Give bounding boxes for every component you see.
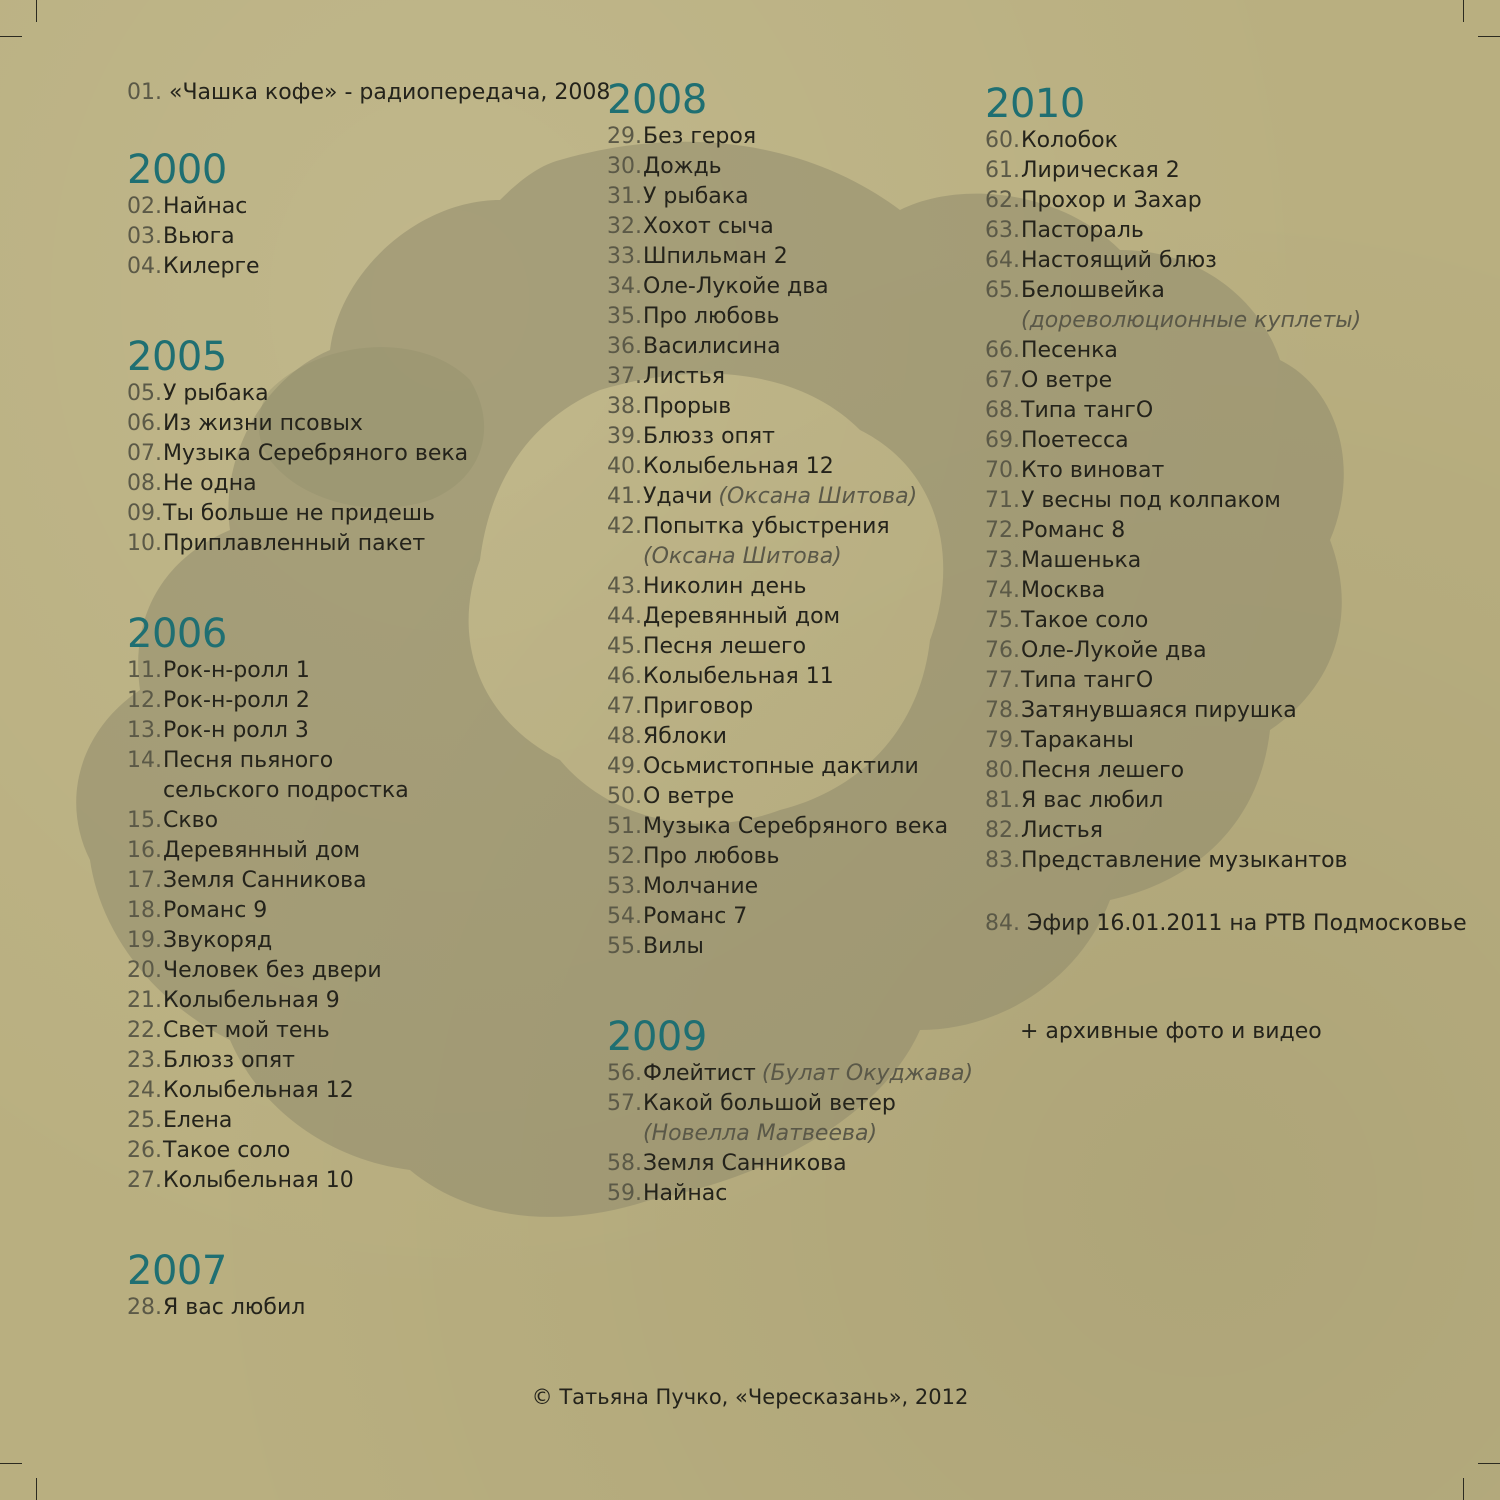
track-author-note: (Оксана Шитова)	[718, 484, 918, 509]
track-number: 11.	[127, 658, 162, 683]
track-number: 57.	[607, 1091, 642, 1116]
track-title: Деревянный дом	[163, 838, 361, 863]
track-number: 01.	[127, 80, 162, 105]
track-number: 58.	[607, 1151, 642, 1176]
track-number: 17.	[127, 868, 162, 893]
track-number: 18.	[127, 898, 162, 923]
track-number: 05.	[127, 381, 162, 406]
track-title: Блюзз опят	[163, 1048, 295, 1073]
track-title: Лирическая 2	[1021, 158, 1180, 183]
track-number: 15.	[127, 808, 162, 833]
track-title: Эфир 16.01.2011 на РТВ Подмосковье	[1027, 911, 1467, 936]
track-row	[985, 756, 1184, 786]
track-title: Кто виноват	[1021, 458, 1165, 483]
track-number: 34.	[607, 274, 642, 299]
track-title: Машенька	[1021, 548, 1142, 573]
track-title: Песня лешего	[643, 634, 807, 659]
track-title: Найнас	[163, 194, 248, 219]
track-title: Свет мой тень	[163, 1018, 330, 1043]
track-title: У рыбака	[163, 381, 269, 406]
track-row	[985, 816, 1103, 846]
track-title: Шпильман 2	[643, 244, 788, 269]
track-title: Скво	[163, 808, 219, 833]
track-number: 61.	[985, 158, 1020, 183]
track-title: Килерге	[163, 254, 260, 279]
track-row	[127, 896, 267, 926]
track-number: 44.	[607, 604, 642, 629]
track-row	[607, 1089, 896, 1119]
track-row	[985, 336, 1118, 366]
track-number: 46.	[607, 664, 642, 689]
track-row	[985, 696, 1297, 726]
track-title: У весны под колпаком	[1021, 488, 1281, 513]
track-number: 69.	[985, 428, 1020, 453]
track-author-note: (Булат Окуджава)	[761, 1061, 974, 1086]
track-number: 75.	[985, 608, 1020, 633]
track-row	[127, 439, 468, 469]
track-row	[985, 216, 1144, 246]
track-row	[607, 422, 775, 452]
track-title: Листья	[1021, 818, 1103, 843]
track-number: 67.	[985, 368, 1020, 393]
track-row	[127, 716, 309, 746]
intro-track	[127, 78, 610, 108]
track-number: 74.	[985, 578, 1020, 603]
track-row	[127, 1166, 354, 1196]
track-row	[985, 516, 1125, 546]
year-heading: 2005	[127, 334, 227, 380]
track-title: Затянувшаяся пирушка	[1021, 698, 1297, 723]
track-title: Прорыв	[643, 394, 732, 419]
crop-mark	[0, 36, 22, 37]
track-title: Я вас любил	[1021, 788, 1164, 813]
track-number: 72.	[985, 518, 1020, 543]
track-row	[607, 452, 834, 482]
track-row	[127, 252, 260, 282]
year-heading: 2009	[607, 1014, 707, 1060]
track-number: 71.	[985, 488, 1020, 513]
track-row	[607, 632, 806, 662]
track-row	[607, 212, 774, 242]
track-row	[985, 126, 1118, 156]
track-row	[127, 806, 218, 836]
track-number: 82.	[985, 818, 1020, 843]
track-title-continued: сельского подростка	[163, 778, 409, 803]
track-number: 32.	[607, 214, 642, 239]
track-title: Музыка Серебряного века	[643, 814, 949, 839]
track-row	[607, 182, 749, 212]
track-row	[127, 192, 247, 222]
track-row	[127, 926, 272, 956]
track-row	[607, 872, 758, 902]
track-number: 59.	[607, 1181, 642, 1206]
track-number: 64.	[985, 248, 1020, 273]
track-number: 28.	[127, 1295, 162, 1320]
track-number: 06.	[127, 411, 162, 436]
track-title: Романс 7	[643, 904, 748, 929]
track-number: 45.	[607, 634, 642, 659]
track-title: Поетесса	[1021, 428, 1129, 453]
track-title: Оле-Лукойе два	[1021, 638, 1207, 663]
track-title: Музыка Серебряного века	[163, 441, 469, 466]
track-title: Звукоряд	[163, 928, 273, 953]
track-row	[127, 409, 363, 439]
track-number: 47.	[607, 694, 642, 719]
track-number: 14.	[127, 748, 162, 773]
track-row	[607, 782, 734, 812]
track-title: Белошвейка	[1021, 278, 1165, 303]
track-number: 68.	[985, 398, 1020, 423]
track-row	[127, 1293, 305, 1323]
track-title: Вьюга	[163, 224, 235, 249]
track-title: Романс 9	[163, 898, 268, 923]
crop-mark	[1478, 1463, 1500, 1464]
track-title: Удачи	[643, 484, 713, 509]
crop-mark	[36, 0, 37, 22]
track-title: Из жизни псовых	[163, 411, 363, 436]
track-number: 24.	[127, 1078, 162, 1103]
track-title: Не одна	[163, 471, 257, 496]
track-number: 29.	[607, 124, 642, 149]
track-title: Осьмистопные дактили	[643, 754, 919, 779]
track-row	[985, 576, 1105, 606]
track-title: Какой большой ветер	[643, 1091, 896, 1116]
track-row	[985, 456, 1164, 486]
track-author-note: (Оксана Шитова)	[643, 544, 842, 569]
track-continuation	[1021, 306, 1361, 336]
track-row	[607, 392, 731, 422]
track-number: 53.	[607, 874, 642, 899]
track-row	[607, 602, 840, 632]
track-title: Прохор и Захар	[1021, 188, 1202, 213]
track-number: 08.	[127, 471, 162, 496]
track-number: 50.	[607, 784, 642, 809]
track-row	[985, 246, 1217, 276]
track-number: 22.	[127, 1018, 162, 1043]
track-number: 78.	[985, 698, 1020, 723]
copyright: © Татьяна Пучко, «Чересказань», 2012	[531, 1385, 969, 1409]
track-row	[985, 366, 1112, 396]
track-title: О ветре	[1021, 368, 1113, 393]
track-number: 56.	[607, 1061, 642, 1086]
crop-mark	[1478, 36, 1500, 37]
track-number: 33.	[607, 244, 642, 269]
bonus-note: + архивные фото и видео	[1020, 1019, 1322, 1044]
track-row	[127, 686, 310, 716]
track-title: Земля Санникова	[643, 1151, 847, 1176]
track-title: Колыбельная 10	[163, 1168, 354, 1193]
track-author-note: (Новелла Матвеева)	[643, 1121, 878, 1146]
track-title: Типа тангО	[1021, 398, 1154, 423]
track-title: Деревянный дом	[643, 604, 841, 629]
track-row	[985, 186, 1202, 216]
track-row	[985, 276, 1165, 306]
track-title: О ветре	[643, 784, 735, 809]
track-number: 21.	[127, 988, 162, 1013]
track-title: Песня пьяного	[163, 748, 334, 773]
track-row	[607, 662, 834, 692]
track-title: Песня лешего	[1021, 758, 1185, 783]
track-row	[607, 812, 948, 842]
track-number: 26.	[127, 1138, 162, 1163]
track-number: 54.	[607, 904, 642, 929]
track-number: 81.	[985, 788, 1020, 813]
track-number: 42.	[607, 514, 642, 539]
year-heading: 2010	[985, 81, 1085, 127]
track-title: У рыбака	[643, 184, 749, 209]
track-row	[607, 482, 917, 512]
track-number: 41.	[607, 484, 642, 509]
track-row	[607, 842, 780, 872]
track-title: Василисина	[643, 334, 781, 359]
track-row	[127, 866, 367, 896]
track-title: Такое соло	[1021, 608, 1149, 633]
track-title: Оле-Лукойе два	[643, 274, 829, 299]
track-number: 55.	[607, 934, 642, 959]
track-title: Елена	[163, 1108, 233, 1133]
track-number: 39.	[607, 424, 642, 449]
track-title: Тараканы	[1021, 728, 1134, 753]
track-row	[985, 636, 1207, 666]
track-number: 20.	[127, 958, 162, 983]
track-title: Дождь	[643, 154, 722, 179]
track-number: 49.	[607, 754, 642, 779]
track-title: Москва	[1021, 578, 1106, 603]
track-title: Песенка	[1021, 338, 1118, 363]
track-number: 40.	[607, 454, 642, 479]
track-number: 36.	[607, 334, 642, 359]
track-row	[985, 786, 1163, 816]
track-number: 09.	[127, 501, 162, 526]
year-heading: 2006	[127, 611, 227, 657]
track-row	[127, 1046, 295, 1076]
track-row	[607, 152, 722, 182]
track-row	[607, 302, 780, 332]
track-title: Рок-н-ролл 1	[163, 658, 310, 683]
track-row	[985, 846, 1348, 876]
year-heading: 2008	[607, 77, 707, 123]
track-title: Земля Санникова	[163, 868, 367, 893]
track-number: 25.	[127, 1108, 162, 1133]
track-row	[607, 332, 781, 362]
track-number: 31.	[607, 184, 642, 209]
track-number: 43.	[607, 574, 642, 599]
track-number: 52.	[607, 844, 642, 869]
track-continuation	[643, 542, 842, 572]
track-number: 23.	[127, 1048, 162, 1073]
track-row	[607, 932, 704, 962]
crop-mark	[1463, 1478, 1464, 1500]
track-number: 66.	[985, 338, 1020, 363]
track-row	[985, 606, 1148, 636]
track-row	[127, 222, 235, 252]
track-number: 79.	[985, 728, 1020, 753]
track-row	[607, 572, 806, 602]
track-title: Попытка убыстрения	[643, 514, 890, 539]
track-continuation	[643, 1119, 877, 1149]
track-title: Романс 8	[1021, 518, 1126, 543]
track-title: Представление музыкантов	[1021, 848, 1348, 873]
track-number: 76.	[985, 638, 1020, 663]
track-number: 62.	[985, 188, 1020, 213]
track-title: Вилы	[643, 934, 704, 959]
track-title: Хохот сыча	[643, 214, 774, 239]
track-title: Типа тангО	[1021, 668, 1154, 693]
track-row	[607, 722, 727, 752]
crop-mark	[0, 1463, 22, 1464]
track-number: 35.	[607, 304, 642, 329]
track-title: Листья	[643, 364, 725, 389]
track-number: 48.	[607, 724, 642, 749]
track-title: Колобок	[1021, 128, 1118, 153]
year-heading: 2000	[127, 147, 227, 193]
crop-mark	[1463, 0, 1464, 22]
track-title: «Чашка кофе» - радиопередача, 2008	[169, 80, 611, 105]
track-row	[607, 692, 753, 722]
track-title: Блюзз опят	[643, 424, 775, 449]
track-number: 13.	[127, 718, 162, 743]
track-row	[985, 396, 1153, 426]
track-row	[127, 746, 333, 776]
track-title: Приплавленный пакет	[163, 531, 426, 556]
track-number: 73.	[985, 548, 1020, 573]
track-row	[985, 666, 1153, 696]
track-row	[127, 836, 360, 866]
track-number: 04.	[127, 254, 162, 279]
track-title: Рок-н ролл 3	[163, 718, 309, 743]
track-row	[607, 752, 919, 782]
track-row	[985, 426, 1129, 456]
track-row	[607, 362, 725, 392]
track-row	[127, 469, 257, 499]
track-row	[607, 1059, 973, 1089]
track-number: 84.	[985, 911, 1020, 936]
track-title: Колыбельная 11	[643, 664, 834, 689]
track-title: Николин день	[643, 574, 807, 599]
track-number: 80.	[985, 758, 1020, 783]
track-title: Я вас любил	[163, 1295, 306, 1320]
track-title: Яблоки	[643, 724, 727, 749]
track-row	[127, 379, 269, 409]
track-number: 51.	[607, 814, 642, 839]
track-row	[607, 512, 890, 542]
track-title: Колыбельная 12	[643, 454, 834, 479]
track-title: Человек без двери	[163, 958, 382, 983]
track-row	[127, 956, 382, 986]
track-row	[985, 156, 1180, 186]
track-number: 60.	[985, 128, 1020, 153]
track-number: 12.	[127, 688, 162, 713]
track-number: 30.	[607, 154, 642, 179]
track-title: Ты больше не придешь	[163, 501, 435, 526]
track-author-note: (дореволюционные куплеты)	[1021, 308, 1362, 333]
track-row	[127, 1136, 290, 1166]
track-title: Про любовь	[643, 844, 780, 869]
track-row	[985, 726, 1134, 756]
track-title: Колыбельная 9	[163, 988, 340, 1013]
track-title: Пастораль	[1021, 218, 1144, 243]
broadcast-track	[985, 909, 1467, 939]
track-row	[127, 499, 435, 529]
track-row	[127, 656, 310, 686]
track-row	[607, 902, 747, 932]
track-number: 77.	[985, 668, 1020, 693]
track-number: 02.	[127, 194, 162, 219]
track-row	[127, 1076, 354, 1106]
track-title: Про любовь	[643, 304, 780, 329]
track-number: 37.	[607, 364, 642, 389]
year-heading: 2007	[127, 1248, 227, 1294]
track-number: 70.	[985, 458, 1020, 483]
track-row	[127, 1016, 330, 1046]
track-number: 63.	[985, 218, 1020, 243]
track-number: 83.	[985, 848, 1020, 873]
track-number: 19.	[127, 928, 162, 953]
track-title: Рок-н-ролл 2	[163, 688, 310, 713]
track-number: 38.	[607, 394, 642, 419]
track-title: Найнас	[643, 1181, 728, 1206]
track-row	[127, 1106, 232, 1136]
track-number: 65.	[985, 278, 1020, 303]
track-number: 10.	[127, 531, 162, 556]
track-row	[607, 1179, 727, 1209]
track-number: 16.	[127, 838, 162, 863]
track-title: Настоящий блюз	[1021, 248, 1217, 273]
track-continuation	[163, 776, 409, 806]
track-title: Молчание	[643, 874, 759, 899]
track-number: 07.	[127, 441, 162, 466]
track-row	[607, 122, 756, 152]
track-row	[985, 486, 1281, 516]
track-number: 27.	[127, 1168, 162, 1193]
track-row	[127, 529, 425, 559]
crop-mark	[36, 1478, 37, 1500]
track-title: Приговор	[643, 694, 754, 719]
track-row	[127, 986, 340, 1016]
track-row	[985, 546, 1141, 576]
track-row	[607, 1149, 847, 1179]
track-title: Флейтист	[643, 1061, 756, 1086]
track-title: Без героя	[643, 124, 757, 149]
track-title: Такое соло	[163, 1138, 291, 1163]
track-title: Колыбельная 12	[163, 1078, 354, 1103]
track-row	[607, 272, 829, 302]
track-number: 03.	[127, 224, 162, 249]
track-row	[607, 242, 788, 272]
